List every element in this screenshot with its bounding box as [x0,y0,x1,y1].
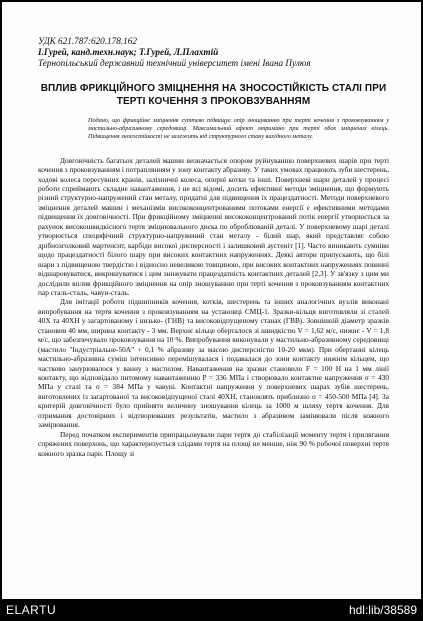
abstract: Подано, що фрикційне зміцнення суттєво підвищує опір зношуванню при терті кочення з проковзуванням у мастильно-абразивному середовищі. Максимальний ефект отримано при терті обох зміцнених кілець. Підвищення зносостійкості не залежить від структурного стану вихідного металу. [88,117,389,141]
page-content [38,36,389,458]
body-paragraph-3: Перед початком експериментів припрацьовували пари тертя до стабілізації моменту тертя і прилягання спряжених поверхонь, що характеризується слідами тертя на площі не менше, ніж 90 % робочої поверхні тертя кожного зразка пари. Площу зі [38,429,389,458]
udk-code: УДК 621.787:620.178.162 [38,36,137,46]
handle-id: hdl:lib/38589 [348,603,417,617]
body-paragraph-1: Довговічність багатьох деталей машин визначається опором руйнуванню поверхневих шарів при терті кочення з проковзуванням і потраплянням у зону контакту абразиву. У таких умовах працюють зуби шестерень, ходові колеса пересувних кранів, залізничні колеса, опорні котки та інші. Поверхневі шари деталей у процесі роботи сприймають складне навантаження, і не всі відомі, досить ефективні методи зміцнення, що формують різний структурно-напружений стан металу, придатні для підвищення їх працездатності. Методи поверхневого зміцнення деталей машин і механізмів висококонцентрованими потоками енергії є ефективними методами підвищення їх довговічності. При фрикційному зміцненні висококонцентрований потік енергії утворюється за рахунок високошвидкісного тертя зміцнювального диска по оброблюваній деталі. У поверхневому шарі деталі утворюється специфічний структурно-напружений стан металу - білий шар, який представляє собою дрібнозголковий мартенсит, карбіди високої дисперсності і залишковий аустеніт [1]. Часто виникають сумніви щодо працездатності білого шару при високих контактних напруженнях. Деякі автори припускають, що білі шари з підвищеною твердістю і відносно невеликою товщиною, при високих контактних напруженнях повинні відшаровуватися, викришуватися і цим знижувати працездатність контактних деталей [2,3]. У зв'язку з цим ми дослідили вплив фрикційного зміцнення на опір зношуванню при терті кочення з проковзуванням контактних пар сталь-сталь, чавун-сталь. [38,155,389,297]
repository-footer-bar [0,599,423,620]
authors-line: І.Гурей, канд.техн.наук; Т.Гурей, Л.Плахтій [38,47,219,57]
document-page [2,2,421,599]
article-body [38,156,389,459]
affiliation-line: Тернопільський державний технічний університет імені Івана Пулюя [38,58,311,68]
repository-name: ELARTU [6,603,57,617]
body-paragraph-2: Для імітації роботи підшипників кочення, котків, шестерень та інших аналогічних вузлів виконані випробування на тертя кочення з проковзуванням на установці СМЦ-1. Зразки-кільця виготовляли зі сталей 40Х та 40ХН у загартованому і низько- (ГНВ) та високовідпущеному станах (ГВВ). Зовнішній діаметр зразків становив 40 мм, ширина контакту - 3 мм. Верхнє кільце оберталося зі швидкістю V = 1,62 м/с, нижнє - V = 1,8 м/с, що забезпечувало проковзування на 10 %. Випробування виконували у мастильно-абразивному середовищі (мастило "Індустріальне-50А" + 0,1 % абразиву за масою дисперсністю 10-20 мкм). При обертанні кілець мастильно-абразивна суміш інтенсивно перемішувалася і подавалася до зони контакту нижнім кільцем, що частково занурювалося у ванну з мастилом. Навантаження на зразки становило F = 100 Н на 1 мм лінії контакту, що відповідало питомому навантаженню P = 336 МПа і створювало контактне напруження σ = 430 МПа у сталі та σ = 384 МПа у чавуні. Контактні напруження у поверхневих шарах зубів шестерень, виготовлених із загартованої та високовідпущеної сталі 40ХН, становлять приблизно σ = 450-500 МПа [4]. За критерій довговічності було прийнято величину зношування кілець за 1000 м шляху тертя кочення. Для отримання достовірних і відтворюваних результатів, мастило з абразивом замінювали після кожного замірювання. [38,297,389,430]
article-title: ВПЛИВ ФРИКЦІЙНОГО ЗМІЦНЕННЯ НА ЗНОСОСТІЙКІСТЬ СТАЛІ ПРИ ТЕРТІ КОЧЕННЯ З ПРОКОВЗУВАННЯМ [40,83,387,107]
